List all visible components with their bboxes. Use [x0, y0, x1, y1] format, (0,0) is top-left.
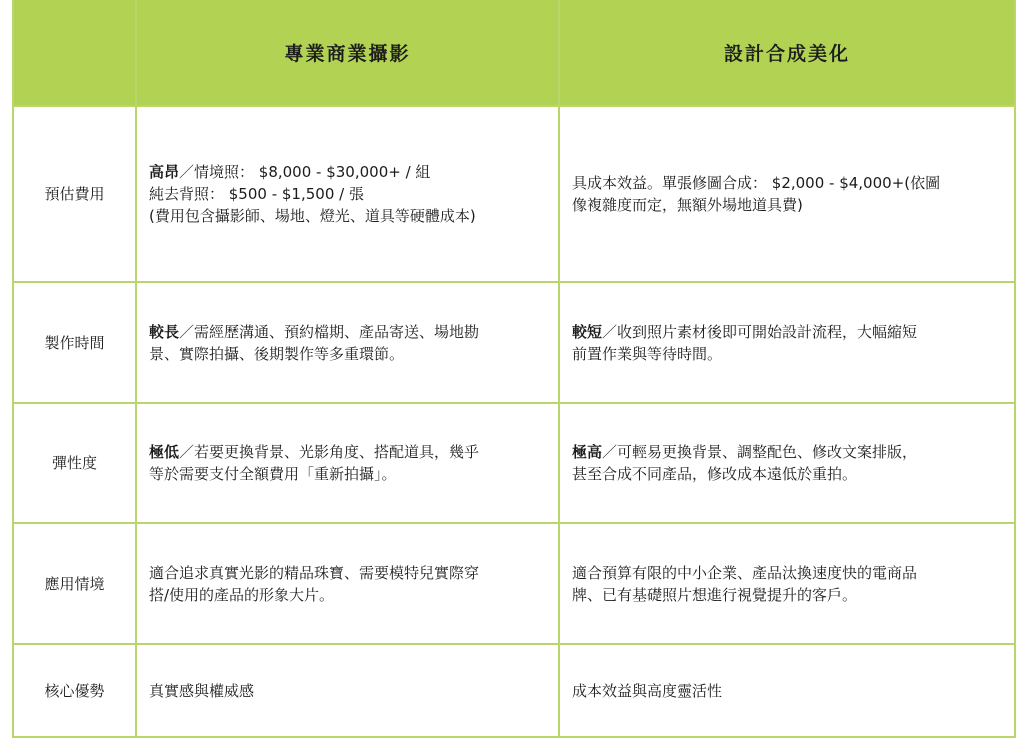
table-row-flexibility	[13, 403, 1015, 523]
cell-text: ／情境照： $8,000 - $30,000+ / 組	[179, 163, 431, 181]
row-label: 預估費用	[13, 106, 136, 282]
comparison-table	[12, 0, 1016, 738]
cell-col2	[559, 282, 1015, 403]
table-row-advantage	[13, 644, 1015, 737]
cell-line: 甚至合成不同產品，修改成本遠低於重拍。	[572, 465, 858, 483]
cell-col2	[559, 523, 1015, 644]
cell-line: 景、實際拍攝、後期製作等多重環節。	[149, 344, 405, 363]
cell-lead: 極高	[572, 443, 603, 461]
cell-line	[572, 321, 1002, 343]
cell-col2	[559, 644, 1015, 737]
cell-line: 純去背照： $500 - $1,500 / 張	[149, 185, 364, 203]
table-row-usage	[13, 523, 1015, 644]
cell-line: 適合追求真實光影的精品珠寶、需要模特兒實際穿	[149, 563, 480, 582]
header-col2: 設計合成美化	[559, 0, 1015, 106]
cell-col2	[559, 106, 1015, 282]
row-label: 應用情境	[13, 523, 136, 644]
cell-col1	[136, 282, 559, 403]
cell-line: 真實感與權威感	[149, 681, 255, 700]
cell-col1	[136, 644, 559, 737]
header-col1: 專業商業攝影	[136, 0, 559, 106]
cell-line: 具成本效益。單張修圖合成： $2,000 - $4,000+(依圖	[572, 174, 941, 192]
cell-col2	[559, 403, 1015, 523]
cell-line: 像複雜度而定，無額外場地道具費)	[572, 196, 803, 214]
cell-line: 適合預算有限的中小企業、產品汰換速度快的電商品	[572, 563, 918, 582]
cell-text: ／需經歷溝通、預約檔期、產品寄送、場地勘	[179, 322, 480, 341]
row-label: 彈性度	[13, 403, 136, 523]
cell-line: 等於需要支付全額費用「重新拍攝」。	[149, 465, 397, 483]
header-corner-cell	[13, 0, 136, 106]
cell-line: 前置作業與等待時間。	[572, 344, 723, 363]
cell-line: 成本效益與高度靈活性	[572, 681, 723, 700]
cell-line: (費用包含攝影師、場地、燈光、道具等硬體成本)	[149, 207, 476, 225]
cell-lead: 高昂	[149, 163, 180, 181]
cell-text: ／可輕易更換背景、調整配色、修改文案排版，	[602, 443, 918, 461]
cell-line	[572, 441, 1002, 463]
cell-col1	[136, 403, 559, 523]
cell-text: ／若要更換背景、光影角度、搭配道具，幾乎	[179, 443, 480, 461]
cell-text: ／收到照片素材後即可開始設計流程，大幅縮短	[602, 322, 918, 341]
table-row-cost	[13, 106, 1015, 282]
cell-line: 牌、已有基礎照片想進行視覺提升的客戶。	[572, 585, 858, 604]
cell-line	[149, 321, 546, 343]
cell-col1	[136, 523, 559, 644]
row-label: 製作時間	[13, 282, 136, 403]
cell-line: 搭/使用的產品的形象大片。	[149, 585, 335, 604]
cell-col1	[136, 106, 559, 282]
cell-line	[149, 161, 546, 183]
cell-lead: 較長	[149, 322, 180, 341]
header-row	[13, 0, 1015, 106]
table-row-time	[13, 282, 1015, 403]
cell-lead: 較短	[572, 322, 603, 341]
row-label: 核心優勢	[13, 644, 136, 737]
cell-lead: 極低	[149, 443, 180, 461]
cell-line	[149, 441, 546, 463]
